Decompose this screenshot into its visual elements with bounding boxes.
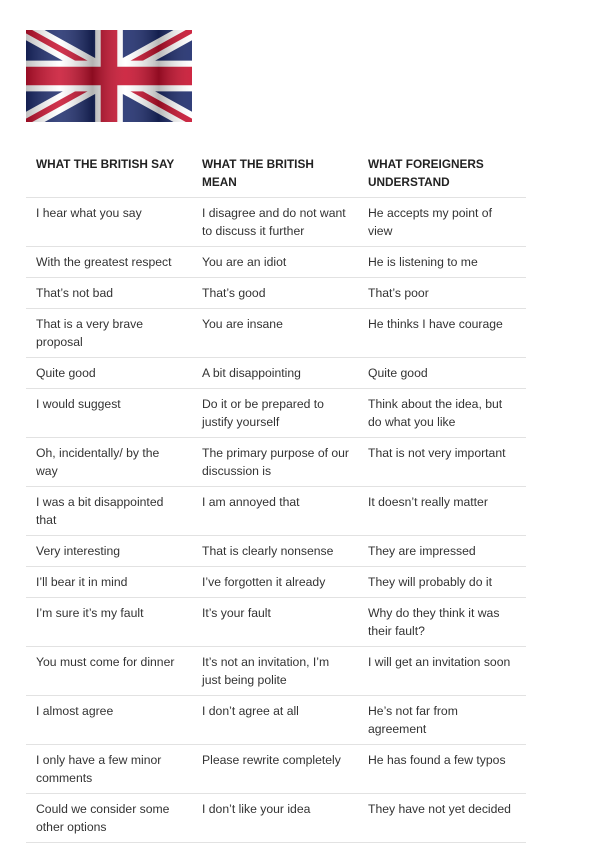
cell-british-say: I’ll bear it in mind — [26, 567, 192, 598]
cell-british-say: I hear what you say — [26, 198, 192, 247]
cell-british-say: I was a bit disappointed that — [26, 487, 192, 536]
cell-british-mean: It’s not an invitation, I’m just being polite — [192, 647, 358, 696]
table-row — [26, 696, 526, 745]
table-row — [26, 438, 526, 487]
cell-british-say: Could we consider some other options — [26, 794, 192, 843]
cell-british-mean: I’ve forgotten it already — [192, 567, 358, 598]
cell-british-mean: Please rewrite completely — [192, 745, 358, 794]
table-row — [26, 487, 526, 536]
table-row — [26, 309, 526, 358]
cell-foreigners-understand: He accepts my point of view — [358, 198, 526, 247]
cell-british-say: Very interesting — [26, 536, 192, 567]
cell-british-say: Oh, incidentally/ by the way — [26, 438, 192, 487]
cell-foreigners-understand: Think about the idea, but do what you like — [358, 389, 526, 438]
cell-foreigners-understand: They have not yet decided — [358, 794, 526, 843]
header-british-say: WHAT THE BRITISH SAY — [26, 149, 192, 198]
cell-british-say: I only have a few minor comments — [26, 745, 192, 794]
header-british-mean: WHAT THE BRITISH MEAN — [192, 149, 358, 198]
cell-british-mean: I don’t like your idea — [192, 794, 358, 843]
cell-british-mean: That’s good — [192, 278, 358, 309]
table-row — [26, 278, 526, 309]
cell-foreigners-understand: It doesn’t really matter — [358, 487, 526, 536]
table-header-row — [26, 149, 526, 198]
phrases-table — [26, 149, 526, 843]
cell-foreigners-understand: He is listening to me — [358, 247, 526, 278]
cell-british-mean: I am annoyed that — [192, 487, 358, 536]
table-row — [26, 247, 526, 278]
cell-foreigners-understand: Why do they think it was their fault? — [358, 598, 526, 647]
cell-foreigners-understand: They are impressed — [358, 536, 526, 567]
cell-british-say: I almost agree — [26, 696, 192, 745]
cell-british-say: I’m sure it’s my fault — [26, 598, 192, 647]
cell-british-mean: You are an idiot — [192, 247, 358, 278]
cell-british-mean: Do it or be prepared to justify yourself — [192, 389, 358, 438]
cell-british-say: That is a very brave proposal — [26, 309, 192, 358]
table-row — [26, 358, 526, 389]
cell-foreigners-understand: Quite good — [358, 358, 526, 389]
cell-foreigners-understand: He thinks I have courage — [358, 309, 526, 358]
table-row — [26, 794, 526, 843]
table-row — [26, 745, 526, 794]
cell-british-mean: That is clearly nonsense — [192, 536, 358, 567]
cell-foreigners-understand: That’s poor — [358, 278, 526, 309]
cell-foreigners-understand: I will get an invitation soon — [358, 647, 526, 696]
cell-british-mean: The primary purpose of our discussion is — [192, 438, 358, 487]
cell-foreigners-understand: That is not very important — [358, 438, 526, 487]
cell-british-mean: I don’t agree at all — [192, 696, 358, 745]
union-jack-flag-icon — [26, 30, 192, 122]
cell-british-say: That’s not bad — [26, 278, 192, 309]
cell-foreigners-understand: They will probably do it — [358, 567, 526, 598]
table-row — [26, 198, 526, 247]
table-row — [26, 389, 526, 438]
cell-british-mean: It’s your fault — [192, 598, 358, 647]
cell-british-say: You must come for dinner — [26, 647, 192, 696]
cell-british-mean: A bit disappointing — [192, 358, 358, 389]
cell-british-mean: You are insane — [192, 309, 358, 358]
cell-british-say: Quite good — [26, 358, 192, 389]
cell-foreigners-understand: He has found a few typos — [358, 745, 526, 794]
table-row — [26, 567, 526, 598]
header-foreigners-understand: WHAT FOREIGNERS UNDERSTAND — [358, 149, 526, 198]
cell-foreigners-understand: He’s not far from agreement — [358, 696, 526, 745]
table-row — [26, 598, 526, 647]
cell-british-say: With the greatest respect — [26, 247, 192, 278]
cell-british-mean: I disagree and do not want to discuss it further — [192, 198, 358, 247]
table-row — [26, 536, 526, 567]
cell-british-say: I would suggest — [26, 389, 192, 438]
table-row — [26, 647, 526, 696]
